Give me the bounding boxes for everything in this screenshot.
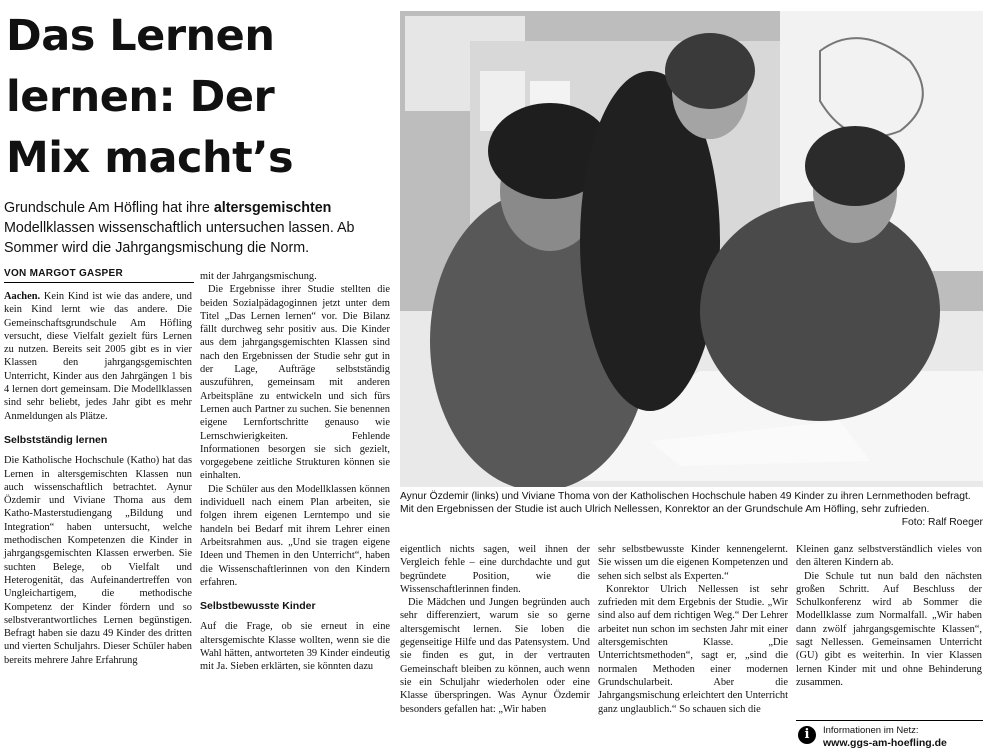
article-column-5 [796, 543, 982, 689]
paragraph: Die Schule tut nun bald den nächsten großen Schritt. Auf Beschluss der Schulkonferenz wird ab Sommer die Modellklasse zum Normalfall. „Wir haben dann zwölf jahrgangsgemischte Klassen“, sagt Nellessen. Gemeinsamen Unterricht (GU) gibt es weiterhin. In vier Klassen lernen Kinder mit und ohne Behinderung zusammen. [796, 570, 982, 688]
paragraph: Die Katholische Hochschule (Katho) hat das Lernen in altersgemischten Klassen nun auch wissenschaftlich betrachtet. Aynur Özdemir und Viviane Thoma aus dem Katho-Masterstudiengang „Bildung und Integration“ haben untersucht, welche methodischen Kompetenzen die Kinder in jahrgangsgemischten Klassen erwerben. Sie suchten Belege, ob Vielfalt und Heterogenität, das Aufeinandertreffen von Ungleichartigem, die methodische Kompetenz der Kinder fördern und so selbstverantwortliches Lernen begünstigen. Befragt haben sie dazu 49 Kinder des dritten und vierten Schuljahrs. Dieser Schüler haben bereits mehrere Jahre Erfahrung [4, 455, 192, 666]
paragraph: Konrektor Ulrich Nellessen ist sehr zufrieden mit dem Ergebnis der Studie. „Wir sind also auf dem richtigen Weg.“ Der Lehrer arbeitet nun schon im sechsten Jahr mit einer altersgemischten Klasse. „Die Unterrichtsmethoden“, sagt er, „sind die normalen Methoden einer modernen Grundschularbeit. Aber die Jahrgangsmischung erleichtert den Unterricht ganz unglaublich.“ So schauen sich die [598, 583, 788, 715]
dateline: Aachen. [4, 291, 41, 302]
photo-image [400, 11, 983, 487]
headline-line: lernen: Der [6, 72, 275, 122]
paragraph: sehr selbstbewusste Kinder kennengelernt. Sie wissen um die eigenen Kompetenzen und sehen sich selbst als Experten.“ [598, 544, 788, 582]
info-label: Informationen im Netz: [823, 725, 919, 736]
paragraph-text: Kein Kind ist wie das andere, und kein Kind lernt wie das andere. Die Gemeinschaftsgrundschule Am Höfling versucht, diese Vielfalt gezielt fürs Lernen zu nutzen. Bereits seit 2005 gibt es in vier Klassen den jahrgangsgemischten Unterricht, Kinder aus den Jahrgängen 1 bis 4 lernen dort gemeinsam. Die Modellklassen sind sehr beliebt, jedes Jahr gibt es mehr Anmeldungen als Plätze. [4, 291, 192, 422]
article-headline [6, 6, 396, 189]
article-column-2 [200, 270, 390, 674]
paragraph: eigentlich nichts sagen, weil ihnen der Vergleich fehle – eine durchdachte und gut begründete Position, wie die Wissenschaftlerinnen finden. [400, 544, 590, 595]
info-icon: i [798, 726, 816, 744]
article-column-1 [4, 290, 192, 667]
info-url-link[interactable]: www.ggs-am-hoefling.de [823, 737, 947, 749]
paragraph [4, 290, 192, 423]
paragraph: Kleinen ganz selbstverständlich vieles von den älteren Kindern ab. [796, 544, 982, 569]
subheading: Selbstbewusste Kinder [200, 600, 316, 613]
article-photo [400, 11, 983, 487]
lead-text: Grundschule Am Höfling hat ihre [4, 200, 214, 216]
paragraph: Die Schüler aus den Modellklassen können individuell nach einem Plan arbeiten, sie folgen ihrem eigenen Lerntempo und sie handeln bei Bedarf mit ihrem Lehrer einen Arbeitsrahmen aus. „Und sie tragen eigene Ideen und Themen in den Unterricht“, haben die Wissenschaftlerinnen von den Kindern erfahren. [200, 483, 390, 588]
photo-credit: Foto: Ralf Roeger [901, 517, 983, 528]
article-column-4 [598, 543, 788, 716]
paragraph: mit der Jahrgangsmischung. [200, 271, 317, 282]
lead-bold: altersgemischten [213, 200, 332, 216]
paragraph: Die Ergebnisse ihrer Studie stellten die beiden Sozialpädagoginnen jetzt unter dem Titel „Das Lernen lernen“ vor. Die Bilanz fällt durchweg sehr positiv aus. Die Kinder aus dem jahrgangsgemischten Klassen sind nach den Ergebnissen der Studie sehr gut in der Lage, Aufträge selbstständig auszuführen, gemeinsam mit anderen Arbeitspläne zu entwickeln und sich fürs Lernen auch Partner zu suchen. Sie benennen eigene Lernfortschritte genauso wie Lernschwierigkeiten. Fehlende Informationen besorgen sie sich gezielt, vorgegebene zeitliche Strukturen können sie einhalten. [200, 284, 390, 482]
paragraph: Auf die Frage, ob sie erneut in eine altersgemischte Klasse wollten, wenn sie die Wahl hätten, antworteten 39 Kinder eindeutig mit Ja. Sieben erklärten, sie könnten dazu [200, 621, 390, 673]
info-box [796, 720, 983, 751]
photo-caption [400, 490, 983, 529]
headline-line: Mix macht’s [6, 133, 294, 183]
headline-line: Das Lernen [6, 11, 275, 61]
paragraph: Die Mädchen und Jungen begründen auch sehr differenziert, warum sie so gerne altersgemischt lernen. Sie loben die gegenseitige Hilfe und das Patensystem. Und sie finden es gut, in der vertrauten Gemeinschaft bleiben zu können, auch wenn sie ein Schuljahr wiederholen oder eine Klasse überspringen. Was Aynur Özdemir besonders gefallen hat: „Wir haben [400, 597, 590, 715]
lead-text: Modellklassen wissenschaftlich untersuchen lassen. Ab Sommer wird die Jahrgangsmischung die Norm. [4, 220, 355, 256]
article-column-3 [400, 543, 590, 716]
byline: VON MARGOT GASPER [4, 268, 194, 283]
subheading: Selbstständig lernen [4, 433, 108, 446]
article-lead [4, 198, 396, 258]
caption-text: Aynur Özdemir (links) und Viviane Thoma von der Katholischen Hochschule haben 49 Kinder zu ihren Lernmethoden befragt. Mit den Ergebnissen der Studie ist auch Ulrich Nellessen, Konrektor an der Grundschule Am Höfling, sehr zufrieden. [400, 491, 971, 515]
